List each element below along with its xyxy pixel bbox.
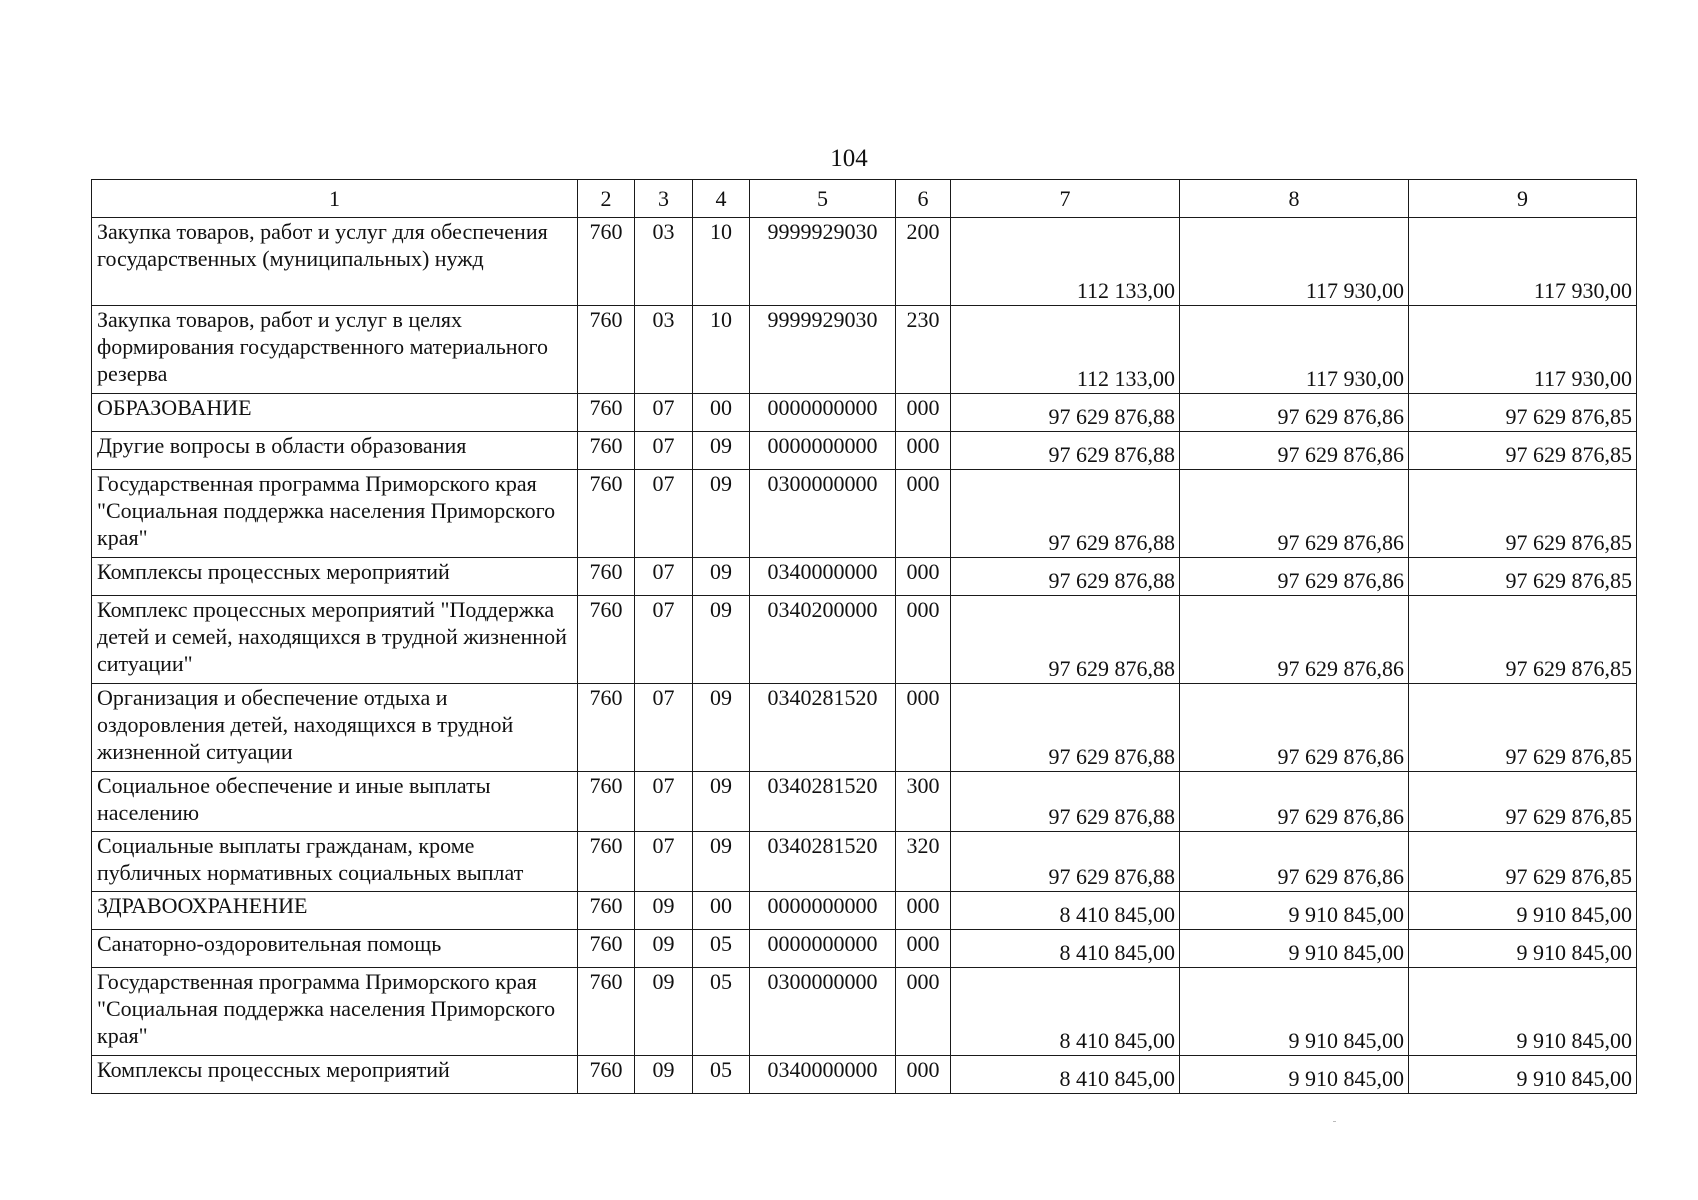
target-article-code: 0000000000 bbox=[750, 432, 896, 470]
amount-col7: 112 133,00 bbox=[951, 306, 1180, 394]
row-name: Комплексы процессных мероприятий bbox=[92, 558, 578, 596]
column-header: 5 bbox=[750, 180, 896, 218]
table-row bbox=[92, 772, 1637, 832]
amount-col7: 112 133,00 bbox=[951, 218, 1180, 306]
expense-type-code: 000 bbox=[896, 558, 951, 596]
target-article-code: 0340281520 bbox=[750, 772, 896, 832]
expense-type-code: 000 bbox=[896, 470, 951, 558]
subsection-code: 09 bbox=[693, 558, 750, 596]
amount-col7: 97 629 876,88 bbox=[951, 832, 1180, 892]
row-name: Государственная программа Приморского края "Социальная поддержка населения Приморского края" bbox=[92, 470, 578, 558]
column-header: 8 bbox=[1180, 180, 1409, 218]
target-article-code: 0000000000 bbox=[750, 930, 896, 968]
section-code: 07 bbox=[635, 832, 693, 892]
amount-col7: 97 629 876,88 bbox=[951, 432, 1180, 470]
table-row bbox=[92, 832, 1637, 892]
row-name: Государственная программа Приморского края "Социальная поддержка населения Приморского края" bbox=[92, 968, 578, 1056]
subsection-code: 09 bbox=[693, 596, 750, 684]
amount-col8: 9 910 845,00 bbox=[1180, 892, 1409, 930]
subsection-code: 05 bbox=[693, 930, 750, 968]
amount-col9: 97 629 876,85 bbox=[1409, 772, 1637, 832]
amount-col9: 97 629 876,85 bbox=[1409, 684, 1637, 772]
amount-col8: 117 930,00 bbox=[1180, 218, 1409, 306]
expense-type-code: 230 bbox=[896, 306, 951, 394]
amount-col7: 97 629 876,88 bbox=[951, 596, 1180, 684]
ministry-code: 760 bbox=[578, 1056, 635, 1094]
table-row bbox=[92, 892, 1637, 930]
subsection-code: 09 bbox=[693, 832, 750, 892]
ministry-code: 760 bbox=[578, 772, 635, 832]
column-header: 4 bbox=[693, 180, 750, 218]
section-code: 07 bbox=[635, 772, 693, 832]
row-name: Социальное обеспечение и иные выплаты населению bbox=[92, 772, 578, 832]
amount-col8: 117 930,00 bbox=[1180, 306, 1409, 394]
amount-col8: 97 629 876,86 bbox=[1180, 470, 1409, 558]
expense-type-code: 000 bbox=[896, 930, 951, 968]
target-article-code: 0300000000 bbox=[750, 470, 896, 558]
ministry-code: 760 bbox=[578, 968, 635, 1056]
amount-col9: 97 629 876,85 bbox=[1409, 432, 1637, 470]
ministry-code: 760 bbox=[578, 558, 635, 596]
amount-col9: 117 930,00 bbox=[1409, 306, 1637, 394]
page-number: 104 bbox=[830, 145, 868, 172]
target-article-code: 9999929030 bbox=[750, 218, 896, 306]
amount-col7: 97 629 876,88 bbox=[951, 470, 1180, 558]
row-name: Организация и обеспечение отдыха и оздоровления детей, находящихся в трудной жизненной ситуации bbox=[92, 684, 578, 772]
amount-col9: 9 910 845,00 bbox=[1409, 930, 1637, 968]
target-article-code: 0340281520 bbox=[750, 684, 896, 772]
table-row bbox=[92, 930, 1637, 968]
section-code: 07 bbox=[635, 684, 693, 772]
expense-type-code: 000 bbox=[896, 394, 951, 432]
ministry-code: 760 bbox=[578, 596, 635, 684]
row-name: Другие вопросы в области образования bbox=[92, 432, 578, 470]
expense-type-code: 000 bbox=[896, 596, 951, 684]
subsection-code: 10 bbox=[693, 306, 750, 394]
row-name: ОБРАЗОВАНИЕ bbox=[92, 394, 578, 432]
section-code: 09 bbox=[635, 968, 693, 1056]
amount-col7: 97 629 876,88 bbox=[951, 772, 1180, 832]
section-code: 07 bbox=[635, 432, 693, 470]
amount-col8: 9 910 845,00 bbox=[1180, 930, 1409, 968]
amount-col8: 9 910 845,00 bbox=[1180, 968, 1409, 1056]
amount-col7: 97 629 876,88 bbox=[951, 558, 1180, 596]
amount-col8: 97 629 876,86 bbox=[1180, 558, 1409, 596]
row-name: ЗДРАВООХРАНЕНИЕ bbox=[92, 892, 578, 930]
target-article-code: 0340000000 bbox=[750, 1056, 896, 1094]
ministry-code: 760 bbox=[578, 684, 635, 772]
ministry-code: 760 bbox=[578, 218, 635, 306]
ministry-code: 760 bbox=[578, 892, 635, 930]
expense-type-code: 000 bbox=[896, 684, 951, 772]
target-article-code: 0340000000 bbox=[750, 558, 896, 596]
expense-type-code: 200 bbox=[896, 218, 951, 306]
subsection-code: 00 bbox=[693, 394, 750, 432]
section-code: 03 bbox=[635, 306, 693, 394]
ministry-code: 760 bbox=[578, 930, 635, 968]
table-row bbox=[92, 596, 1637, 684]
row-name: Комплекс процессных мероприятий "Поддержка детей и семей, находящихся в трудной жизненной ситуации" bbox=[92, 596, 578, 684]
amount-col8: 97 629 876,86 bbox=[1180, 832, 1409, 892]
budget-table bbox=[91, 179, 1637, 1094]
ministry-code: 760 bbox=[578, 832, 635, 892]
ministry-code: 760 bbox=[578, 306, 635, 394]
amount-col7: 8 410 845,00 bbox=[951, 892, 1180, 930]
section-code: 03 bbox=[635, 218, 693, 306]
amount-col7: 8 410 845,00 bbox=[951, 930, 1180, 968]
table-row bbox=[92, 306, 1637, 394]
column-header: 6 bbox=[896, 180, 951, 218]
subsection-code: 10 bbox=[693, 218, 750, 306]
column-header: 9 bbox=[1409, 180, 1637, 218]
amount-col7: 8 410 845,00 bbox=[951, 968, 1180, 1056]
amount-col9: 97 629 876,85 bbox=[1409, 832, 1637, 892]
column-header: 2 bbox=[578, 180, 635, 218]
expense-type-code: 300 bbox=[896, 772, 951, 832]
amount-col7: 8 410 845,00 bbox=[951, 1056, 1180, 1094]
row-name: Закупка товаров, работ и услуг для обеспечения государственных (муниципальных) нужд bbox=[92, 218, 578, 306]
ministry-code: 760 bbox=[578, 432, 635, 470]
target-article-code: 0340281520 bbox=[750, 832, 896, 892]
subsection-code: 00 bbox=[693, 892, 750, 930]
column-header: 7 bbox=[951, 180, 1180, 218]
table-row bbox=[92, 558, 1637, 596]
amount-col9: 97 629 876,85 bbox=[1409, 394, 1637, 432]
expense-type-code: 000 bbox=[896, 892, 951, 930]
table-row bbox=[92, 394, 1637, 432]
table-row bbox=[92, 470, 1637, 558]
column-header: 1 bbox=[92, 180, 578, 218]
expense-type-code: 000 bbox=[896, 432, 951, 470]
expense-type-code: 000 bbox=[896, 968, 951, 1056]
section-code: 09 bbox=[635, 930, 693, 968]
amount-col8: 97 629 876,86 bbox=[1180, 432, 1409, 470]
target-article-code: 0000000000 bbox=[750, 394, 896, 432]
amount-col9: 9 910 845,00 bbox=[1409, 1056, 1637, 1094]
section-code: 09 bbox=[635, 892, 693, 930]
target-article-code: 0000000000 bbox=[750, 892, 896, 930]
section-code: 07 bbox=[635, 558, 693, 596]
section-code: 07 bbox=[635, 470, 693, 558]
ministry-code: 760 bbox=[578, 470, 635, 558]
amount-col8: 97 629 876,86 bbox=[1180, 394, 1409, 432]
subsection-code: 05 bbox=[693, 968, 750, 1056]
table-row bbox=[92, 1056, 1637, 1094]
scan-speck bbox=[1333, 1121, 1336, 1122]
target-article-code: 0340200000 bbox=[750, 596, 896, 684]
table-row bbox=[92, 432, 1637, 470]
row-name: Закупка товаров, работ и услуг в целях формирования государственного материального резерва bbox=[92, 306, 578, 394]
subsection-code: 09 bbox=[693, 772, 750, 832]
amount-col8: 97 629 876,86 bbox=[1180, 684, 1409, 772]
amount-col9: 97 629 876,85 bbox=[1409, 596, 1637, 684]
amount-col9: 9 910 845,00 bbox=[1409, 892, 1637, 930]
row-name: Социальные выплаты гражданам, кроме публичных нормативных социальных выплат bbox=[92, 832, 578, 892]
subsection-code: 09 bbox=[693, 684, 750, 772]
table-header-row bbox=[92, 180, 1637, 218]
table-row bbox=[92, 218, 1637, 306]
section-code: 07 bbox=[635, 596, 693, 684]
amount-col9: 9 910 845,00 bbox=[1409, 968, 1637, 1056]
target-article-code: 0300000000 bbox=[750, 968, 896, 1056]
ministry-code: 760 bbox=[578, 394, 635, 432]
amount-col8: 97 629 876,86 bbox=[1180, 772, 1409, 832]
table-row bbox=[92, 684, 1637, 772]
subsection-code: 05 bbox=[693, 1056, 750, 1094]
amount-col9: 117 930,00 bbox=[1409, 218, 1637, 306]
subsection-code: 09 bbox=[693, 432, 750, 470]
row-name: Комплексы процессных мероприятий bbox=[92, 1056, 578, 1094]
table-row bbox=[92, 968, 1637, 1056]
expense-type-code: 000 bbox=[896, 1056, 951, 1094]
section-code: 09 bbox=[635, 1056, 693, 1094]
amount-col9: 97 629 876,85 bbox=[1409, 558, 1637, 596]
subsection-code: 09 bbox=[693, 470, 750, 558]
section-code: 07 bbox=[635, 394, 693, 432]
target-article-code: 9999929030 bbox=[750, 306, 896, 394]
column-header: 3 bbox=[635, 180, 693, 218]
row-name: Санаторно-оздоровительная помощь bbox=[92, 930, 578, 968]
amount-col8: 9 910 845,00 bbox=[1180, 1056, 1409, 1094]
amount-col9: 97 629 876,85 bbox=[1409, 470, 1637, 558]
expense-type-code: 320 bbox=[896, 832, 951, 892]
amount-col7: 97 629 876,88 bbox=[951, 394, 1180, 432]
amount-col7: 97 629 876,88 bbox=[951, 684, 1180, 772]
amount-col8: 97 629 876,86 bbox=[1180, 596, 1409, 684]
